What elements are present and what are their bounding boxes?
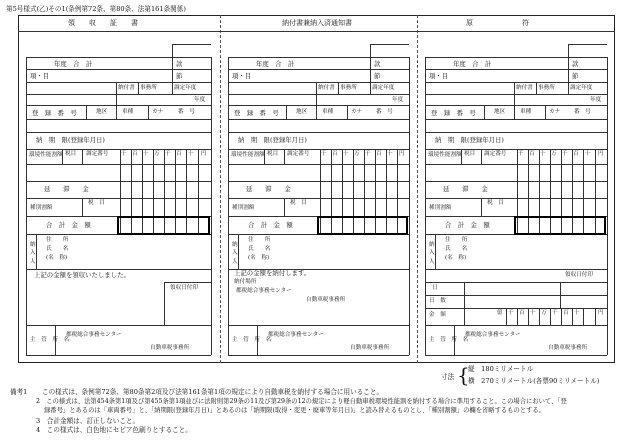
address-label: 住 所 bbox=[248, 237, 271, 243]
digit-label: 千 bbox=[365, 151, 371, 157]
title-name-label: (名 称) bbox=[445, 255, 467, 261]
notes-heading: 備考1 bbox=[10, 388, 28, 396]
receipt-stamp-label: 領収日付印 bbox=[170, 285, 198, 291]
panel-title: 原 符 bbox=[466, 19, 529, 27]
setsu-label: 節 bbox=[572, 72, 579, 80]
shashu-label: 車種 bbox=[322, 109, 334, 115]
jurisdiction-label: 主 管 所 名 bbox=[30, 337, 70, 343]
total-amount-label: 合 計 金 額 bbox=[46, 221, 91, 229]
kana-label: カナ bbox=[351, 109, 363, 115]
fiscal-year-total-label: 年度 合 計 bbox=[256, 60, 295, 68]
digit-label: 十 bbox=[188, 151, 194, 157]
address-label: 住 所 bbox=[445, 237, 468, 243]
registration-number-label: 登 録 番 号 bbox=[431, 109, 476, 117]
digit-label: 十 bbox=[343, 151, 349, 157]
title-name-label: (名 称) bbox=[248, 255, 270, 261]
office-name: 自動車税事務所 bbox=[548, 345, 588, 351]
kana-label: カナ bbox=[549, 109, 561, 115]
kou-moku-label: 項・目 bbox=[232, 72, 252, 80]
form-number: 第5号様式(乙)その1(条例第72条、第80条、法第161条関係) bbox=[6, 5, 186, 13]
kankyo-label: 環境性能割額 bbox=[428, 152, 462, 158]
center-name: 都税総合事務センター bbox=[66, 332, 122, 338]
payer-label: 納入人 bbox=[232, 242, 238, 265]
digit-label: 千 bbox=[121, 151, 127, 157]
kan-label: 款 bbox=[374, 60, 381, 68]
digit-label: 千 bbox=[562, 151, 568, 157]
jimusho-label: 事務所 bbox=[538, 85, 555, 91]
kan-label: 款 bbox=[176, 60, 183, 68]
kou-moku-label: 項・目 bbox=[30, 72, 50, 80]
name-label: 氏 名 bbox=[46, 246, 69, 252]
size-height: 縦 180ミリメートル bbox=[468, 365, 534, 373]
name-label: 氏 名 bbox=[445, 246, 468, 252]
jimusho-label: 事務所 bbox=[140, 85, 157, 91]
digit-label: 十 bbox=[143, 151, 149, 157]
perforation-2 bbox=[417, 15, 418, 363]
noufusho-label: 納付書 bbox=[516, 85, 533, 91]
office-name: 自動車税事務所 bbox=[350, 345, 390, 351]
digit-label: 十 bbox=[574, 310, 580, 316]
bangou-label: 番 号 bbox=[178, 109, 195, 115]
bangou-label: 番 号 bbox=[376, 109, 393, 115]
kankyo-label: 環境性能割額 bbox=[29, 152, 63, 158]
total-amount-box bbox=[117, 216, 210, 235]
fiscal-year-total-label: 年度 合 計 bbox=[54, 60, 93, 68]
digit-label: 百 bbox=[132, 151, 138, 157]
kankyo-label: 環境性能割額 bbox=[231, 152, 265, 158]
chiku-label: 地区 bbox=[494, 109, 506, 115]
registration-number-label: 登 録 番 号 bbox=[234, 109, 279, 117]
digit-label: 億 bbox=[497, 310, 503, 316]
zeimoku-label: 税目 bbox=[464, 151, 476, 157]
nendo-label: 年度 bbox=[590, 97, 602, 103]
chiku-label: 地区 bbox=[296, 109, 308, 115]
brace-icon: { bbox=[457, 363, 470, 387]
kou-moku-label: 項・目 bbox=[429, 72, 449, 80]
size-label: 寸法 bbox=[441, 373, 455, 381]
digit-label: 百 bbox=[176, 151, 182, 157]
receipt-stamp-label: 領収日付印 bbox=[565, 272, 593, 278]
entaikin-label: 延 滞 金 bbox=[44, 185, 89, 193]
size-width: 横 270ミリメートル(各票90ミリメートル) bbox=[468, 377, 600, 385]
received-statement: 上記の金額を領収いたしました。 bbox=[34, 271, 130, 279]
note-4: 4 この様式は、白色地にセピア色刷りとすること。 bbox=[36, 426, 192, 434]
panel-title: 納付書兼納入済通知書 bbox=[282, 19, 352, 27]
due-date-label: 納 期 限(登録年月日) bbox=[435, 136, 504, 144]
digit-label: 百 bbox=[563, 310, 569, 316]
shashu-label: 車種 bbox=[122, 109, 134, 115]
jurisdiction-label: 主 管 所 名 bbox=[429, 337, 469, 343]
note-1: この様式は、条例第72条、第80条第2項及び法第161条第1項の規定により自動車税を納付する場合に用いること。 bbox=[42, 388, 384, 396]
digit-label: 万 bbox=[354, 151, 360, 157]
day-label: 日 bbox=[432, 285, 438, 291]
digit-label: 円 bbox=[598, 151, 604, 157]
digit-label: 百 bbox=[332, 151, 338, 157]
entaikin-label: 延 滞 金 bbox=[443, 185, 488, 193]
due-date-label: 納 期 限(登録年月日) bbox=[238, 136, 307, 144]
shubetsu-label: 種別割額 bbox=[429, 205, 452, 211]
bangou-label: 番 号 bbox=[574, 109, 591, 115]
shubetsu-label: 種別割額 bbox=[232, 205, 255, 211]
digit-label: 十 bbox=[387, 151, 393, 157]
fiscal-year-total-label: 年度 合 計 bbox=[453, 60, 492, 68]
digit-label: 円 bbox=[598, 310, 604, 316]
shubetsu-label: 種別割額 bbox=[30, 205, 53, 211]
jurisdiction-label: 主 管 所 名 bbox=[232, 337, 272, 343]
entaikin-label: 延 滞 金 bbox=[246, 185, 291, 193]
zeimoku-label: 税目 bbox=[65, 151, 77, 157]
address-label: 住 所 bbox=[46, 237, 69, 243]
setsu-label: 節 bbox=[374, 72, 381, 80]
digit-label: 百 bbox=[376, 151, 382, 157]
nendo-label: 年度 bbox=[392, 97, 404, 103]
days-count-label: 日 数 bbox=[429, 298, 446, 304]
chotei-nendo-label: 調定年度 bbox=[174, 85, 197, 91]
digit-label: 円 bbox=[399, 151, 405, 157]
chotei-nendo-label: 調定年度 bbox=[372, 85, 395, 91]
form-frame bbox=[18, 15, 615, 363]
zeimoku-label: 税目 bbox=[267, 151, 279, 157]
payment-place-label: 納付場所 bbox=[234, 279, 257, 285]
digit-label: 万 bbox=[541, 310, 547, 316]
digit-label: 円 bbox=[201, 151, 207, 157]
digit-label: 百 bbox=[573, 151, 579, 157]
center-name: 都税総合事務センター bbox=[268, 332, 324, 338]
digit-label: 万 bbox=[551, 151, 557, 157]
perforation-1 bbox=[220, 15, 221, 363]
chotei-nendo-label: 調定年度 bbox=[570, 85, 593, 91]
jimusho-label: 事務所 bbox=[340, 85, 357, 91]
digit-label: 千 bbox=[552, 310, 558, 316]
payment-statement: 上記の金額を納付します。 bbox=[234, 269, 311, 277]
note-2a: 2 この様式は、法第454条第1項及び第455条第1項並びに法附則第29条の11及び第29条の12の規定により軽自動車税環境性能割を納付する場合に準用すること。この場合において、「登 bbox=[36, 398, 567, 405]
due-date-label: 納 期 限(登録年月日) bbox=[36, 136, 105, 144]
office-name: 自動車税事務所 bbox=[150, 345, 190, 351]
digit-label: 千 bbox=[508, 310, 514, 316]
panel-title: 領 収 証 書 bbox=[68, 19, 138, 27]
zeimoku2-label: 税 目 bbox=[487, 200, 504, 206]
nendo-label: 年度 bbox=[194, 97, 206, 103]
registration-number-label: 登 録 番 号 bbox=[32, 109, 77, 117]
chiku-label: 地区 bbox=[96, 109, 108, 115]
name-label: 氏 名 bbox=[248, 246, 271, 252]
note-2b: 録番号」とあるのは「車両番号」と、「納期限(登録年月日)」とあるのは「納期限(取得・変更・廃車等年月日)」と読み替えるものとし、「種別割額」の欄を省略するものとする。 bbox=[44, 407, 545, 414]
total-amount-label: 合 計 金 額 bbox=[445, 221, 490, 229]
digit-label: 十 bbox=[585, 151, 591, 157]
zeimoku2-label: 税 目 bbox=[290, 200, 307, 206]
total-amount-box bbox=[514, 216, 606, 235]
chotei-bangou-label: 調定番号 bbox=[287, 151, 310, 157]
kana-label: カナ bbox=[152, 109, 164, 115]
digit-label: 百 bbox=[519, 310, 525, 316]
payer-label: 納入人 bbox=[429, 242, 435, 265]
digit-label: 千 bbox=[518, 151, 524, 157]
note-3: 3 合計金額は、訂正しないこと。 bbox=[36, 417, 140, 425]
digit-label: 万 bbox=[154, 151, 160, 157]
total-amount-box bbox=[317, 216, 408, 235]
title-name-label: (名 称) bbox=[46, 255, 68, 261]
chotei-bangou-label: 調定番号 bbox=[484, 151, 507, 157]
payment-center-name: 都税総合事務センター bbox=[236, 288, 292, 294]
kan-label: 款 bbox=[572, 60, 579, 68]
payer-label: 納入人 bbox=[30, 242, 36, 265]
payment-office-name: 自動車税事務所 bbox=[306, 297, 346, 303]
digit-label: 千 bbox=[321, 151, 327, 157]
total-amount-label: 合 計 金 額 bbox=[248, 221, 293, 229]
zeimoku2-label: 税 目 bbox=[88, 200, 105, 206]
amount-label: 金 額 bbox=[429, 312, 446, 318]
digit-label: 十 bbox=[540, 151, 546, 157]
noufusho-label: 納付書 bbox=[118, 85, 135, 91]
digit-label: 十 bbox=[530, 310, 536, 316]
chotei-bangou-label: 調定番号 bbox=[86, 151, 109, 157]
digit-label: 千 bbox=[165, 151, 171, 157]
noufusho-label: 納付書 bbox=[318, 85, 335, 91]
setsu-label: 節 bbox=[176, 72, 183, 80]
center-name: 都税総合事務センター bbox=[465, 332, 521, 338]
digit-label: 百 bbox=[529, 151, 535, 157]
shashu-label: 車種 bbox=[520, 109, 532, 115]
